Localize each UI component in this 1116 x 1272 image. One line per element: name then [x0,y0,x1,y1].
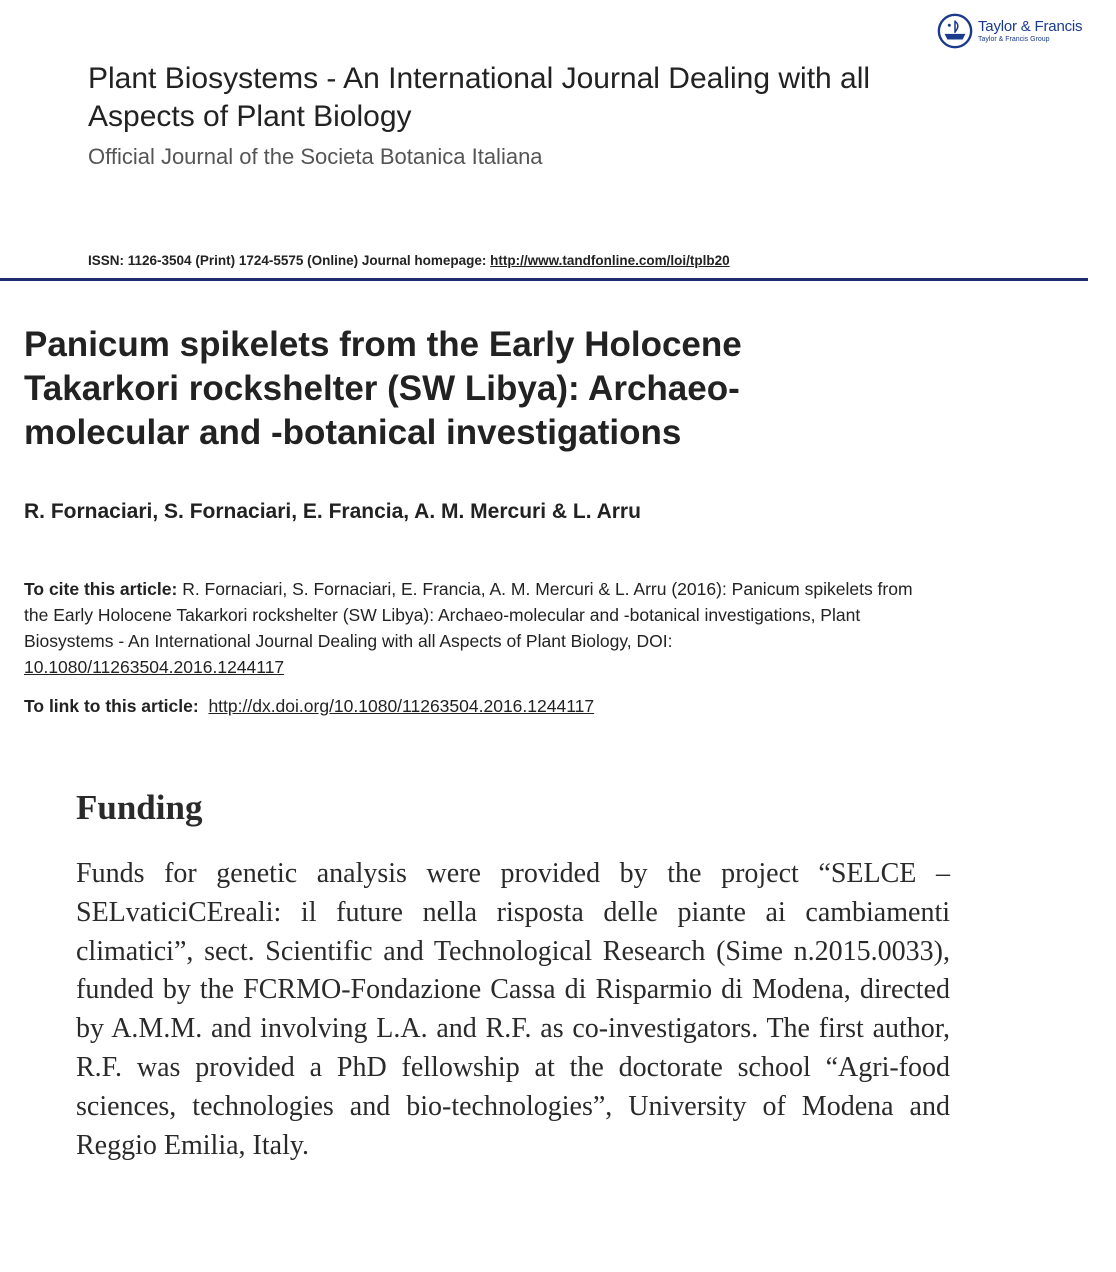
taylor-francis-logo-icon [936,12,974,50]
publisher-name: Taylor & Francis [978,18,1083,35]
article-authors: R. Fornaciari, S. Fornaciari, E. Francia, A. M. Mercuri & L. Arru [24,500,641,523]
article-link-line [24,696,594,717]
doi-link[interactable]: 10.1080/11263504.2016.1244117 [24,657,285,677]
issn-line [88,253,730,268]
publisher-logo [936,12,1082,50]
journal-homepage-link[interactable]: http://www.tandfonline.com/loi/tplb20 [490,253,730,268]
cite-text: R. Fornaciari, S. Fornaciari, E. Francia, A. M. Mercuri & L. Arru (2016): Panicum spikelets from the Early Holocene Takarkori rockshelter (SW Libya): Archaeo-molecular and -botanical investigations, Plant Biosystems - An International Journal Dealing with all Aspects of Plant Biology, DOI: [24,579,913,651]
funding-heading: Funding [76,788,203,827]
article-title: Panicum spikelets from the Early Holocene Takarkori rockshelter (SW Libya): Archaeo-molecular and -botanical investigations [24,325,742,452]
funding-text: Funds for genetic analysis were provided by the project “SELCE – SELvaticiCEreali: il future nella risposta delle piante ai cambiamenti climatici”, sect. Scientific and Technological Research (Sime n.2015.0033), funded by the FCRMO-Fondazione Cassa di Risparmio di Modena, directed by A.M.M. and involving L.A. and R.F. as co-investigators. The first author, R.F. was provided a PhD fellowship at the doctorate school “Agri-food sciences, technologies and bio-technologies”, University of Modena and Reggio Emilia, Italy. [76,858,950,1161]
cite-label: To cite this article: [24,579,178,599]
journal-subtitle: Official Journal of the Societa Botanica Italiana [88,144,543,169]
link-label: To link to this article: [24,696,199,716]
publisher-group: Taylor & Francis Group [978,36,1050,43]
citation-block [24,576,924,680]
header-divider [0,278,1088,281]
issn-text: ISSN: 1126-3504 (Print) 1724-5575 (Online) Journal homepage: [88,253,491,268]
journal-title: Plant Biosystems - An International Journal Dealing with all Aspects of Plant Biology [88,62,871,133]
article-url-link[interactable]: http://dx.doi.org/10.1080/11263504.2016.1244117 [208,696,595,716]
